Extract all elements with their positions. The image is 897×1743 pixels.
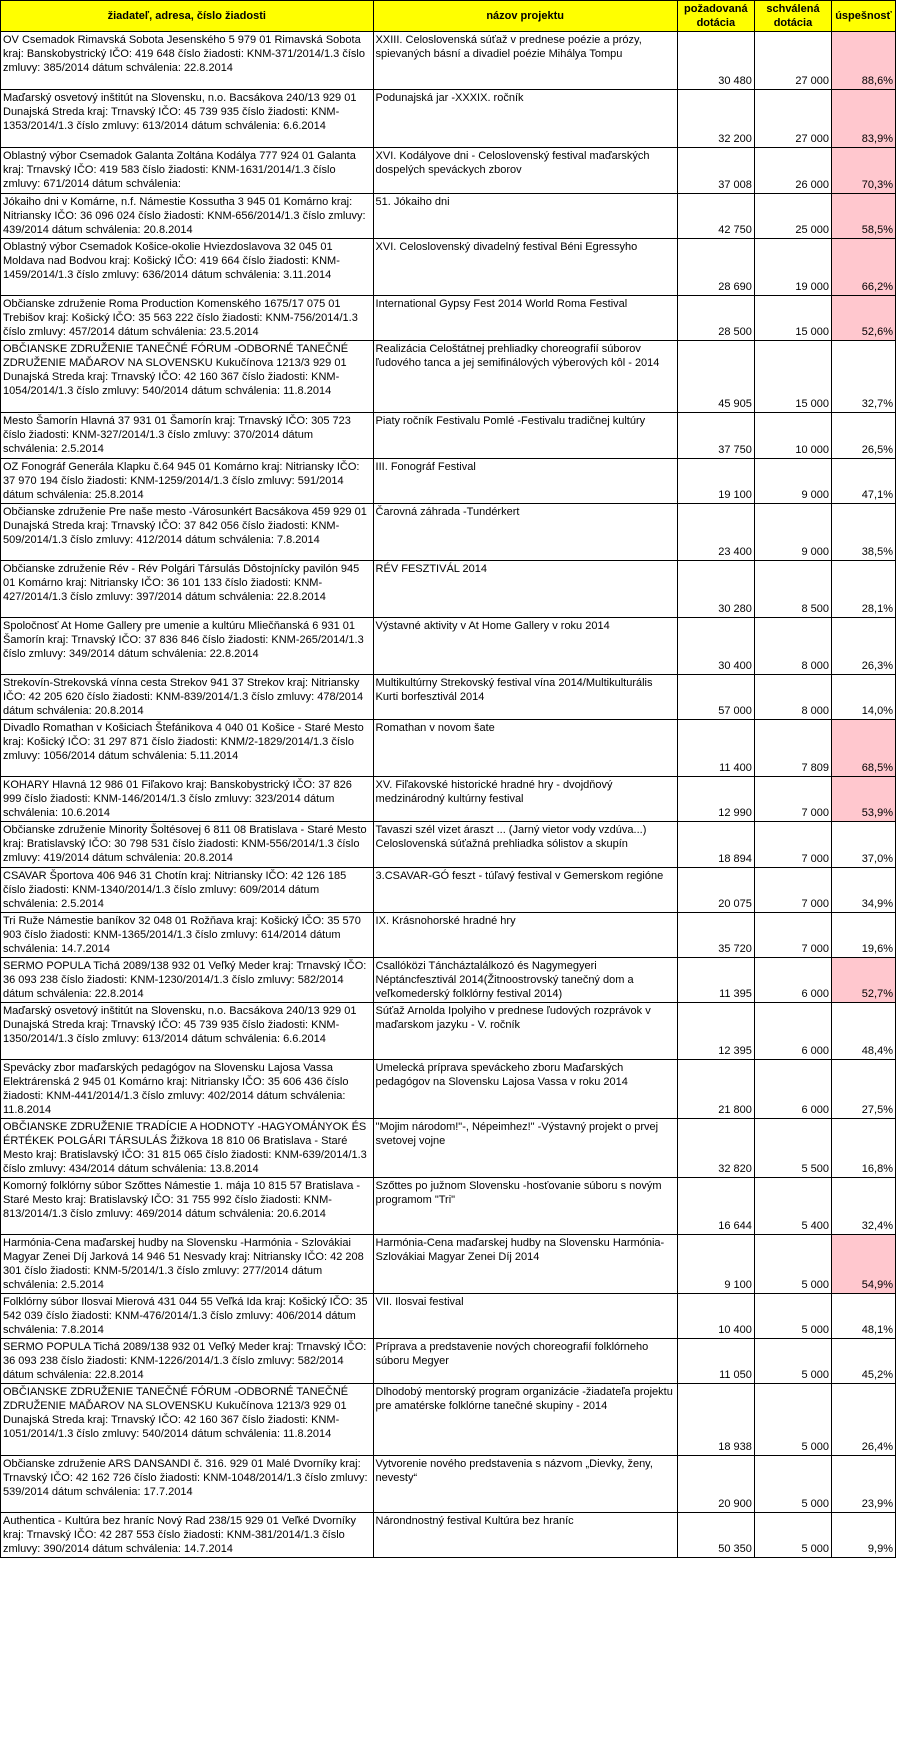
requested-cell: 45 905 [677, 341, 754, 413]
project-cell: Tavaszi szél vizet áraszt ... (Jarný vietor vody vzdúva...) Celoslovenská súťažná prehliadka sólistov a skupín [373, 822, 677, 868]
project-cell: Podunajská jar -XXXIX. ročník [373, 90, 677, 148]
success-cell: 19,6% [832, 913, 896, 958]
success-cell: 66,2% [832, 239, 896, 296]
header-requested: požadovaná dotácia [677, 1, 754, 32]
success-cell: 14,0% [832, 675, 896, 720]
project-cell: XV. Fiľakovské historické hradné hry - dvojdňový medzinárodný kultúrny festival [373, 777, 677, 822]
project-cell: XVI. Kodályove dni - Celoslovenský festival maďarských dospelých speváckych zborov [373, 148, 677, 194]
project-cell: International Gypsy Fest 2014 World Roma Festival [373, 296, 677, 341]
approved-cell: 5 000 [754, 1456, 831, 1513]
project-cell: Čarovná záhrada -Tundérkert [373, 504, 677, 561]
project-cell: Vytvorenie nového predstavenia s názvom „Dievky, ženy, nevesty“ [373, 1456, 677, 1513]
header-applicant: žiadateľ, adresa, číslo žiadosti [1, 1, 374, 32]
table-row [1, 675, 896, 720]
applicant-cell: CSAVAR Športova 406 946 31 Chotín kraj: Nitriansky IČO: 42 126 185 číslo žiadosti: KNM-1340/2014/1.3 číslo zmluvy: 609/2014 dátum schválenia: 2.5.2014 [1, 868, 374, 913]
header-row [1, 1, 896, 32]
requested-cell: 12 990 [677, 777, 754, 822]
table-row [1, 1339, 896, 1384]
applicant-cell: SERMO POPULA Tichá 2089/138 932 01 Veľký Meder kraj: Trnavský IČO: 36 093 238 číslo žiadosti: KNM-1226/2014/1.3 číslo zmluvy: 582/2014 dátum schválenia: 22.8.2014 [1, 1339, 374, 1384]
project-cell: Realizácia Celoštátnej prehliadky choreografií súborov ľudového tanca a jej semifinálových výberových kôl - 2014 [373, 341, 677, 413]
table-row [1, 777, 896, 822]
project-cell: 51. Jókaiho dni [373, 194, 677, 239]
success-cell: 32,4% [832, 1178, 896, 1235]
approved-cell: 7 000 [754, 822, 831, 868]
success-cell: 52,7% [832, 958, 896, 1003]
table-row [1, 1235, 896, 1294]
approved-cell: 27 000 [754, 90, 831, 148]
table-row [1, 1513, 896, 1558]
project-cell: 3.CSAVAR-GÓ feszt - túľavý festival v Gemerskom regióne [373, 868, 677, 913]
success-cell: 37,0% [832, 822, 896, 868]
project-cell: Csallóközi Táncháztalálkozó és Nagymegyeri Néptáncfesztivál 2014(Žitnoostrovský tanečný dom a veľkomederský folklórny festival 2014) [373, 958, 677, 1003]
table-row [1, 913, 896, 958]
applicant-cell: Jókaiho dni v Komárne, n.f. Námestie Kossutha 3 945 01 Komárno kraj: Nitriansky IČO: 36 096 024 číslo žiadosti: KNM-656/2014/1.3 číslo zmluvy: 439/2014 dátum schválenia: 20.8.2014 [1, 194, 374, 239]
applicant-cell: KOHARY Hlavná 12 986 01 Fiľakovo kraj: Banskobystrický IČO: 37 826 999 číslo žiadosti: KNM-146/2014/1.3 číslo zmluvy: 323/2014 dátum schválenia: 10.6.2014 [1, 777, 374, 822]
table-row [1, 618, 896, 675]
applicant-cell: Občianske združenie ARS DANSANDI č. 316. 929 01 Malé Dvorníky kraj: Trnavský IČO: 42 162 726 číslo žiadosti: KNM-1048/2014/1.3 číslo zmluvy: 539/2014 dátum schválenia: 17.7.2014 [1, 1456, 374, 1513]
project-cell: RÉV FESZTIVÁL 2014 [373, 561, 677, 618]
approved-cell: 15 000 [754, 296, 831, 341]
approved-cell: 6 000 [754, 1003, 831, 1060]
requested-cell: 28 500 [677, 296, 754, 341]
table-row [1, 1178, 896, 1235]
table-row [1, 459, 896, 504]
requested-cell: 42 750 [677, 194, 754, 239]
requested-cell: 28 690 [677, 239, 754, 296]
table-row [1, 504, 896, 561]
approved-cell: 25 000 [754, 194, 831, 239]
success-cell: 26,4% [832, 1384, 896, 1456]
requested-cell: 37 750 [677, 413, 754, 459]
approved-cell: 5 400 [754, 1178, 831, 1235]
applicant-cell: Mesto Šamorín Hlavná 37 931 01 Šamorín kraj: Trnavský IČO: 305 723 číslo žiadosti: KNM-327/2014/1.3 číslo zmluvy: 370/2014 dátum schválenia: 2.5.2014 [1, 413, 374, 459]
approved-cell: 7 000 [754, 868, 831, 913]
applicant-cell: Maďarský osvetový inštitút na Slovensku, n.o. Bacsákova 240/13 929 01 Dunajská Streda kraj: Trnavský IČO: 45 739 935 číslo žiadosti: KNM-1353/2014/1.3 číslo zmluvy: 613/2014 dátum schválenia: 6.6.2014 [1, 90, 374, 148]
table-row [1, 720, 896, 777]
approved-cell: 5 500 [754, 1119, 831, 1178]
approved-cell: 7 809 [754, 720, 831, 777]
applicant-cell: Folklórny súbor Ilosvai Mierová 431 044 55 Veľká Ida kraj: Košický IČO: 35 542 039 číslo žiadosti: KNM-476/2014/1.3 číslo zmluvy: 406/2014 dátum schválenia: 7.8.2014 [1, 1294, 374, 1339]
header-project: názov projektu [373, 1, 677, 32]
success-cell: 47,1% [832, 459, 896, 504]
approved-cell: 8 500 [754, 561, 831, 618]
success-cell: 16,8% [832, 1119, 896, 1178]
success-cell: 58,5% [832, 194, 896, 239]
header-approved: schválená dotácia [754, 1, 831, 32]
requested-cell: 18 894 [677, 822, 754, 868]
project-cell: IX. Krásnohorské hradné hry [373, 913, 677, 958]
approved-cell: 10 000 [754, 413, 831, 459]
project-cell: Súťaž Arnolda Ipolyiho v prednese ľudových rozprávok v maďarskom jazyku - V. ročník [373, 1003, 677, 1060]
table-row [1, 868, 896, 913]
applicant-cell: Maďarský osvetový inštitút na Slovensku, n.o. Bacsákova 240/13 929 01 Dunajská Streda kraj: Trnavský IČO: 45 739 935 číslo žiadosti: KNM-1350/2014/1.3 číslo zmluvy: 613/2014 dátum schválenia: 6.6.2014 [1, 1003, 374, 1060]
requested-cell: 37 008 [677, 148, 754, 194]
success-cell: 27,5% [832, 1060, 896, 1119]
approved-cell: 15 000 [754, 341, 831, 413]
success-cell: 48,4% [832, 1003, 896, 1060]
table-row [1, 822, 896, 868]
project-cell: XXIII. Celoslovenská súťaž v prednese poézie a prózy, spievaných básní a divadiel poézie Mihálya Tompu [373, 32, 677, 90]
applicant-cell: Oblastný výbor Csemadok Galanta Zoltána Kodálya 777 924 01 Galanta kraj: Trnavský IČO: 419 583 číslo žiadosti: KNM-1631/2014/1.3 číslo zmluvy: 671/2014 dátum schválenia: [1, 148, 374, 194]
table-row [1, 1003, 896, 1060]
success-cell: 68,5% [832, 720, 896, 777]
table-row [1, 1119, 896, 1178]
approved-cell: 8 000 [754, 618, 831, 675]
applicant-cell: Občianske združenie Pre naše mesto -Városunkért Bacsákova 459 929 01 Dunajská Streda kraj: Trnavský IČO: 37 842 056 číslo žiadosti: KNM-509/2014/1.3 číslo zmluvy: 412/2014 dátum schválenia: 7.8.2014 [1, 504, 374, 561]
requested-cell: 10 400 [677, 1294, 754, 1339]
success-cell: 28,1% [832, 561, 896, 618]
table-row [1, 90, 896, 148]
project-cell: Príprava a predstavenie nových choreografií folklórneho súboru Megyer [373, 1339, 677, 1384]
table-row [1, 561, 896, 618]
requested-cell: 16 644 [677, 1178, 754, 1235]
project-cell: VII. Ilosvai festival [373, 1294, 677, 1339]
requested-cell: 11 400 [677, 720, 754, 777]
approved-cell: 26 000 [754, 148, 831, 194]
approved-cell: 7 000 [754, 777, 831, 822]
requested-cell: 30 280 [677, 561, 754, 618]
applicant-cell: SERMO POPULA Tichá 2089/138 932 01 Veľký Meder kraj: Trnavský IČO: 36 093 238 číslo žiadosti: KNM-1230/2014/1.3 číslo zmluvy: 582/2014 dátum schválenia: 22.8.2014 [1, 958, 374, 1003]
applicant-cell: Občianske združenie Rév - Rév Polgári Társulás Dôstojnícky pavilón 945 01 Komárno kraj: Nitriansky IČO: 36 101 133 číslo žiadosti: KNM-427/2014/1.3 číslo zmluvy: 397/2014 dátum schválenia: 22.8.2014 [1, 561, 374, 618]
success-cell: 70,3% [832, 148, 896, 194]
success-cell: 38,5% [832, 504, 896, 561]
table-row [1, 1456, 896, 1513]
requested-cell: 9 100 [677, 1235, 754, 1294]
project-cell: "Mojim národom!"-, Népeimhez!" -Výstavný projekt o prvej svetovej vojne [373, 1119, 677, 1178]
requested-cell: 57 000 [677, 675, 754, 720]
project-cell: III. Fonográf Festival [373, 459, 677, 504]
success-cell: 26,3% [832, 618, 896, 675]
applicant-cell: Oblastný výbor Csemadok Košice-okolie Hviezdoslavova 32 045 01 Moldava nad Bodvou kraj: Košický IČO: 419 664 číslo žiadosti: KNM-1459/2014/1.3 číslo zmluvy: 636/2014 dátum schválenia: 3.11.2014 [1, 239, 374, 296]
requested-cell: 32 200 [677, 90, 754, 148]
project-cell: Dlhodobý mentorský program organizácie -žiadateľa projektu pre amatérske folklórne tanečné skupiny - 2014 [373, 1384, 677, 1456]
applicant-cell: Občianske združenie Minority Šoltésovej 6 811 08 Bratislava - Staré Mesto kraj: Bratislavský IČO: 30 798 531 číslo žiadosti: KNM-556/2014/1.3 číslo zmluvy: 419/2014 dátum schválenia: 20.8.2014 [1, 822, 374, 868]
project-cell: Výstavné aktivity v At Home Gallery v roku 2014 [373, 618, 677, 675]
table-row [1, 296, 896, 341]
project-cell: Nárondnostný festival Kultúra bez hraníc [373, 1513, 677, 1558]
requested-cell: 21 800 [677, 1060, 754, 1119]
approved-cell: 8 000 [754, 675, 831, 720]
project-cell: Multikultúrny Strekovský festival vína 2014/Multikulturális Kurti borfesztivál 2014 [373, 675, 677, 720]
success-cell: 34,9% [832, 868, 896, 913]
applicant-cell: Spoločnosť At Home Gallery pre umenie a kultúru Mliečňanská 6 931 01 Šamorín kraj: Trnavský IČO: 37 836 846 číslo žiadosti: KNM-265/2014/1.3 číslo zmluvy: 349/2014 dátum schválenia: 22.8.2014 [1, 618, 374, 675]
table-row [1, 1294, 896, 1339]
project-cell: Romathan v novom šate [373, 720, 677, 777]
project-cell: Szőttes po južnom Slovensku -hosťovanie súboru s novým programom "Tri" [373, 1178, 677, 1235]
success-cell: 9,9% [832, 1513, 896, 1558]
success-cell: 83,9% [832, 90, 896, 148]
requested-cell: 20 075 [677, 868, 754, 913]
applicant-cell: OBČIANSKE ZDRUŽENIE TANEČNÉ FÓRUM -ODBORNÉ TANEČNÉ ZDRUŽENIE MAĎAROV NA SLOVENSKU Kukučínova 1213/3 929 01 Dunajská Streda kraj: Trnavský IČO: 42 160 367 číslo žiadosti: KNM-1054/2014/1.3 číslo zmluvy: 540/2014 dátum schválenia: 11.8.2014 [1, 341, 374, 413]
project-cell: XVI. Celoslovenský divadelný festival Béni Egressyho [373, 239, 677, 296]
table-row [1, 32, 896, 90]
requested-cell: 11 050 [677, 1339, 754, 1384]
approved-cell: 6 000 [754, 958, 831, 1003]
table-row [1, 239, 896, 296]
applicant-cell: Harmónia-Cena maďarskej hudby na Slovensku -Harmónia - Szlovákiai Magyar Zenei Díj Jarková 14 946 51 Nesvady kraj: Nitriansky IČO: 42 208 301 číslo žiadosti: KNM-5/2014/1.3 číslo zmluvy: 277/2014 dátum schválenia: 2.5.2014 [1, 1235, 374, 1294]
applicant-cell: Spevácky zbor maďarských pedagógov na Slovensku Lajosa Vassa Elektrárenská 2 945 01 Komárno kraj: Nitriansky IČO: 35 606 436 číslo žiadosti: KNM-441/2014/1.3 číslo zmluvy: 402/2014 dátum schválenia: 11.8.2014 [1, 1060, 374, 1119]
requested-cell: 18 938 [677, 1384, 754, 1456]
approved-cell: 5 000 [754, 1339, 831, 1384]
table-row [1, 148, 896, 194]
applicant-cell: Strekovín-Strekovská vínna cesta Strekov 941 37 Strekov kraj: Nitriansky IČO: 42 205 620 číslo žiadosti: KNM-839/2014/1.3 číslo zmluvy: 478/2014 dátum schválenia: 20.8.2014 [1, 675, 374, 720]
table-row [1, 1060, 896, 1119]
success-cell: 26,5% [832, 413, 896, 459]
table-row [1, 958, 896, 1003]
approved-cell: 5 000 [754, 1235, 831, 1294]
applicant-cell: OBČIANSKE ZDRUŽENIE TANEČNÉ FÓRUM -ODBORNÉ TANEČNÉ ZDRUŽENIE MAĎAROV NA SLOVENSKU Kukučínova 1213/3 929 01 Dunajská Streda kraj: Trnavský IČO: 42 160 367 číslo žiadosti: KNM-1051/2014/1.3 číslo zmluvy: 540/2014 dátum schválenia: 11.8.2014 [1, 1384, 374, 1456]
requested-cell: 12 395 [677, 1003, 754, 1060]
table-row [1, 413, 896, 459]
table-row [1, 1384, 896, 1456]
requested-cell: 23 400 [677, 504, 754, 561]
requested-cell: 19 100 [677, 459, 754, 504]
requested-cell: 50 350 [677, 1513, 754, 1558]
approved-cell: 19 000 [754, 239, 831, 296]
approved-cell: 6 000 [754, 1060, 831, 1119]
success-cell: 48,1% [832, 1294, 896, 1339]
success-cell: 45,2% [832, 1339, 896, 1384]
success-cell: 32,7% [832, 341, 896, 413]
applicant-cell: Občianske združenie Roma Production Komenského 1675/17 075 01 Trebišov kraj: Košický IČO: 35 563 222 číslo žiadosti: KNM-756/2014/1.3 číslo zmluvy: 457/2014 dátum schválenia: 23.5.2014 [1, 296, 374, 341]
requested-cell: 35 720 [677, 913, 754, 958]
applicant-cell: OZ Fonográf Generála Klapku č.64 945 01 Komárno kraj: Nitriansky IČO: 37 970 194 číslo žiadosti: KNM-1259/2014/1.3 číslo zmluvy: 591/2014 dátum schválenia: 25.8.2014 [1, 459, 374, 504]
requested-cell: 30 480 [677, 32, 754, 90]
success-cell: 52,6% [832, 296, 896, 341]
approved-cell: 5 000 [754, 1384, 831, 1456]
approved-cell: 5 000 [754, 1513, 831, 1558]
applicant-cell: OV Csemadok Rimavská Sobota Jesenského 5 979 01 Rimavská Sobota kraj: Banskobystrický IČO: 419 648 číslo žiadosti: KNM-371/2014/1.3 číslo zmluvy: 385/2014 dátum schválenia: 22.8.2014 [1, 32, 374, 90]
applicant-cell: Komorný folklórny súbor Szőttes Námestie 1. mája 10 815 57 Bratislava - Staré Mesto kraj: Bratislavský IČO: 31 755 992 číslo žiadosti: KNM-813/2014/1.3 číslo zmluvy: 469/2014 dátum schválenia: 20.6.2014 [1, 1178, 374, 1235]
table-row [1, 341, 896, 413]
requested-cell: 20 900 [677, 1456, 754, 1513]
requested-cell: 11 395 [677, 958, 754, 1003]
success-cell: 53,9% [832, 777, 896, 822]
applicant-cell: Tri Ruže Námestie baníkov 32 048 01 Rožňava kraj: Košický IČO: 35 570 903 číslo žiadosti: KNM-1365/2014/1.3 číslo zmluvy: 614/2014 dátum schválenia: 14.7.2014 [1, 913, 374, 958]
applicant-cell: Authentica - Kultúra bez hraníc Nový Rad 238/15 929 01 Veľké Dvorníky kraj: Trnavský IČO: 42 287 553 číslo žiadosti: KNM-381/2014/1.3 číslo zmluvy: 390/2014 dátum schválenia: 14.7.2014 [1, 1513, 374, 1558]
approved-cell: 5 000 [754, 1294, 831, 1339]
project-cell: Piaty ročník Festivalu Pomlé -Festivalu tradičnej kultúry [373, 413, 677, 459]
approved-cell: 9 000 [754, 459, 831, 504]
success-cell: 23,9% [832, 1456, 896, 1513]
success-cell: 88,6% [832, 32, 896, 90]
table-row [1, 194, 896, 239]
header-success: úspešnosť [832, 1, 896, 32]
project-cell: Umelecká príprava speváckeho zboru Maďarských pedagógov na Slovensku Lajosa Vassa v roku 2014 [373, 1060, 677, 1119]
table-body [1, 32, 896, 1558]
applicant-cell: Divadlo Romathan v Košiciach Štefánikova 4 040 01 Košice - Staré Mesto kraj: Košický IČO: 31 297 871 číslo žiadosti: KNM/2-1829/2014/1.3 číslo zmluvy: 1056/2014 dátum schválenia: 5.11.2014 [1, 720, 374, 777]
requested-cell: 30 400 [677, 618, 754, 675]
approved-cell: 7 000 [754, 913, 831, 958]
requested-cell: 32 820 [677, 1119, 754, 1178]
success-cell: 54,9% [832, 1235, 896, 1294]
applicant-cell: OBČIANSKE ZDRUŽENIE TRADÍCIE A HODNOTY -HAGYOMÁNYOK ÉS ÉRTÉKEK POLGÁRI TÁRSULÁS Žižkova 18 810 06 Bratislava - Staré Mesto kraj: Bratislavský IČO: 31 815 065 číslo žiadosti: KNM-639/2014/1.3 číslo zmluvy: 434/2014 dátum schválenia: 13.8.2014 [1, 1119, 374, 1178]
approved-cell: 9 000 [754, 504, 831, 561]
approved-cell: 27 000 [754, 32, 831, 90]
project-cell: Harmónia-Cena maďarskej hudby na Slovensku Harmónia-Szlovákiai Magyar Zenei Díj 2014 [373, 1235, 677, 1294]
